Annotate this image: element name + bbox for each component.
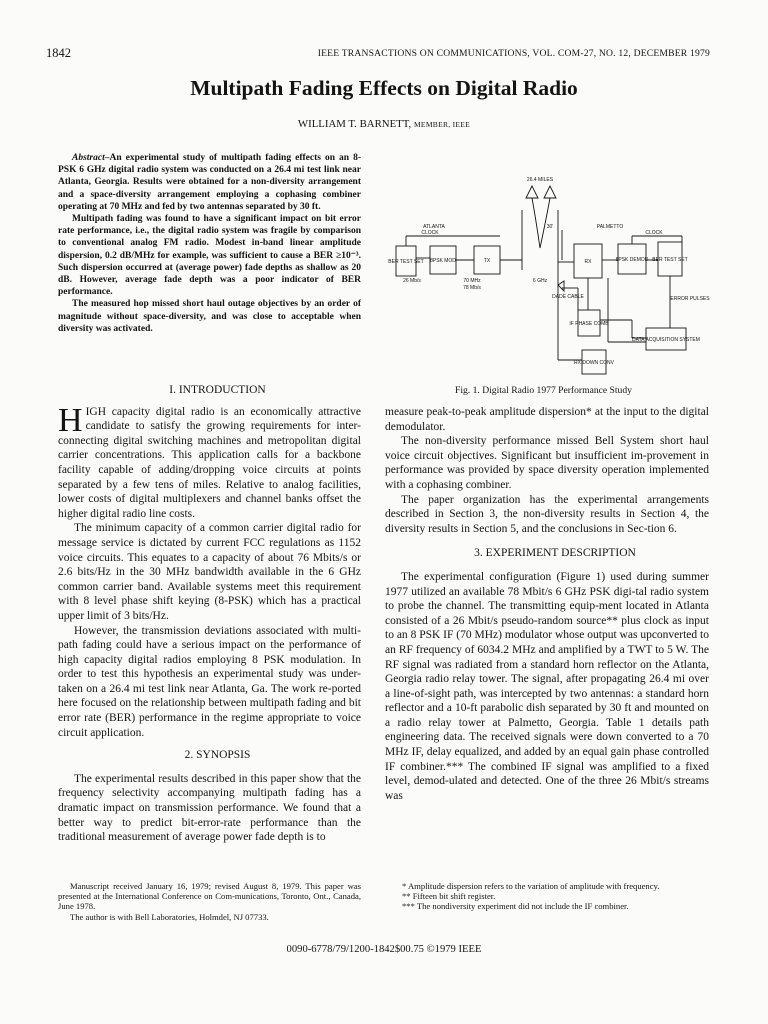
left-column bbox=[58, 383, 361, 845]
fig-label-6ghz: 6 GHz bbox=[532, 278, 548, 284]
right-column bbox=[385, 405, 709, 803]
synopsis-paragraph-1: The experimental results described in this paper show that the frequency selectivity accompanying multipath fading has a dramatic impact on transmission performance. We found that a better way to predict bit-error-rate performance than the traditional measurement of average power fade depth is to bbox=[58, 772, 361, 844]
footnote-manuscript: Manuscript received January 16, 1979; revised August 8, 1979. This paper was presented at the International Conference on Com-munications, Toronto, Ont., Canada, June 1978. bbox=[58, 881, 361, 912]
fig-label-data-acq: DATA ACQUISITION SYSTEM bbox=[632, 337, 700, 343]
intro-paragraph-1 bbox=[58, 401, 361, 522]
fig-label-palmetto: PALMETTO bbox=[596, 224, 624, 230]
abstract-p2: Multipath fading was found to have a significant impact on bit error rate performance, i.e., the digital radio system was fragile by comparison to conventional analog FM radio. Modest in-band linear amplitude dispersion, 0.2 dB/MHz for example, was sufficient to cause a BER ≥10⁻³. Such dispersion occurred at (average power) fade depths as shallow as 20 dB. However, average fade depth was a poor indicator of BER performance. bbox=[58, 214, 361, 298]
fig-label-psk-mod: 8PSK MOD bbox=[430, 258, 456, 264]
nondiversity-paragraph: The non-diversity performance missed Bell System short haul voice circuit objectives. Significant but insufficient im-provement in performance was provided by space diversity operation implemented with a cophasing combiner. bbox=[385, 435, 709, 491]
fig-label-clock-left: CLOCK bbox=[421, 230, 439, 236]
fig-label-rate-78: 78 Mb/s bbox=[463, 285, 481, 291]
fig-label-clock-right: CLOCK bbox=[645, 230, 663, 236]
section-heading-synopsis: 2. SYNOPSIS bbox=[184, 749, 251, 762]
footnote-right bbox=[388, 881, 712, 912]
fig-label-rate-70: 70 MHz bbox=[463, 278, 481, 284]
copyright-line: 0090-6778/79/1200-1842$00.75 ©1979 IEEE bbox=[286, 944, 482, 955]
figure-caption: Fig. 1. Digital Radio 1977 Performance Study bbox=[455, 385, 632, 396]
antenna-left-dish bbox=[526, 186, 538, 198]
abstract-label: Abstract bbox=[72, 153, 105, 163]
fig-label-tx: TX bbox=[483, 258, 491, 264]
footnote-star-3: *** The nondiversity experiment did not include the IF combiner. bbox=[402, 901, 629, 912]
footnote-star-2: ** Fifteen bit shift register. bbox=[402, 891, 496, 902]
abstract-p1-text: –An experimental study of multipath fading effects on an 8-PSK 6 GHz digital radio system was conducted on a 26.4 mi test link near Atlanta, Georgia. Results were obtained for a non-diversity arrangement and a space-diversity arrangement employing a cophasing combiner operating at 70 MHz and fed by two antennas separated by 30 ft. bbox=[58, 153, 361, 212]
footnote-star-1: * Amplitude dispersion refers to the variation of amplitude with frequency. bbox=[402, 881, 660, 891]
fig-label-30ft: 30' bbox=[546, 224, 554, 230]
figure-1-block-diagram bbox=[382, 170, 712, 380]
fig-label-if-phase-comb: IF PHASE COMB bbox=[569, 321, 609, 327]
abstract-p3: The measured hop missed short haul outage objectives by an order of magnitude without space-diversity, and was close to acceptable when diversity was activated. bbox=[58, 299, 361, 334]
fig-label-miles: 26.4 MILES bbox=[526, 177, 554, 183]
organization-paragraph: The paper organization has the experimental arrangements described in Section 3, the non-diversity results in Section 4, the diversity results in Section 5, and the conclusions in Sec-tion 6. bbox=[385, 493, 709, 535]
author-line bbox=[0, 118, 768, 130]
fig-label-ber-left: BER TEST SET bbox=[388, 259, 424, 265]
experiment-paragraph-1: The experimental configuration (Figure 1) used during summer 1977 utilized an available 78 Mbit/s 6 GHz PSK digi-tal radio system to probe the channel. The transmitting equip-ment located in Atlanta consisted of a 26 Mbit/s pseudo-random source** plus clock as input to an 8 PSK IF (70 MHz) modulator whose output was upconverted to an RF frequency of 6034.2 MHz and amplified by a TWT to 5 W. The RF signal was radiated from a standard horn reflector on the Atlanta, Georgia radio relay tower. The signal, after propagating 26.4 mi over a line-of-sight path, was intercepted by two antennas: a standard horn reflector and a 10-ft parabolic dish separated by 30 ft and mounted on a radio relay tower at Palmetto, Georgia. Table 1 details path engineering data. The received signals were down converted to a 70 MHz IF, delay equalized, and added by an equal gain phase controlled IF combiner.*** The combined IF signal was amplified to a fixed level, demod-ulated and detected. One of the three 26 Mbit/s streams was bbox=[385, 570, 709, 802]
fig-label-error-pulses: ERROR PULSES bbox=[670, 296, 710, 302]
abstract-p1 bbox=[58, 152, 361, 213]
fig-label-rx: RX bbox=[584, 259, 592, 265]
intro-paragraph-3: However, the transmission deviations associated with multi-path fading could have a serious impact on the performance of high capacity digital radios employing 8 PSK modulation. In order to test this hypothesis an experimental study was under-taken on a 26.4 mi test link near Atlanta, Ga. The work re-ported here focused on the relationship between multipath fading and bit error rate (BER) performance in the regime appropriate to voice circuit application. bbox=[58, 624, 361, 739]
intro-p1-text: IGH capacity digital radio is an economically attractive candidate to satisfy the growing requirements for inter-connecting digital switching machines and metropolitan digital carrier concentrations. This application calls for a backbone facility capable of adding/dropping voice circuits at points separated by a few tens of miles. Relative to analog facilities, lower costs of digital multiplexers and channel banks offset the higher digital radio line costs. bbox=[58, 405, 361, 520]
fig-label-psk-demod: 8PSK DEMOD bbox=[615, 257, 649, 263]
running-head: IEEE TRANSACTIONS ON COMMUNICATIONS, VOL. COM-27, NO. 12, DECEMBER 1979 bbox=[317, 48, 710, 59]
fig-label-dade-cable: DADE CABLE bbox=[552, 294, 584, 300]
fig-label-ber-right: BER TEST SET bbox=[652, 257, 688, 263]
fig-label-rx-down-conv: RX DOWN CONV bbox=[574, 360, 614, 366]
section-heading-experiment: 3. EXPERIMENT DESCRIPTION bbox=[474, 547, 636, 560]
author-membership: MEMBER, IEEE bbox=[413, 120, 471, 129]
author-name: WILLIAM T. BARNETT, bbox=[297, 118, 412, 130]
drop-cap: H bbox=[58, 401, 83, 439]
continued-paragraph: measure peak-to-peak amplitude dispersion* at the input to the digital demodulator. bbox=[385, 406, 709, 433]
footnote-affiliation: The author is with Bell Laboratories, Holmdel, NJ 07733. bbox=[70, 911, 269, 922]
footnote-left bbox=[58, 881, 361, 922]
page-number: 1842 bbox=[46, 46, 71, 60]
fig-label-atlanta: ATLANTA bbox=[423, 224, 445, 230]
intro-paragraph-2: The minimum capacity of a common carrier digital radio for message service is dictated by current FCC regulations as 1152 voice circuits. This equates to a capacity of about 76 Mbits/s or 2.6 bits/Hz in the 30 MHz bandwidth available in the 6 GHz common carrier band. Available systems meet this requirement with 8 level phase shift keying (8-PSK) which has a practical upper limit of 3 bits/Hz. bbox=[58, 522, 361, 622]
paper-title: Multipath Fading Effects on Digital Radio bbox=[190, 76, 578, 100]
antenna-right-dish bbox=[544, 186, 556, 198]
section-heading-introduction: I. INTRODUCTION bbox=[169, 384, 266, 396]
abstract bbox=[58, 152, 361, 335]
fig-label-rate-26: 26 Mb/s bbox=[403, 278, 421, 284]
